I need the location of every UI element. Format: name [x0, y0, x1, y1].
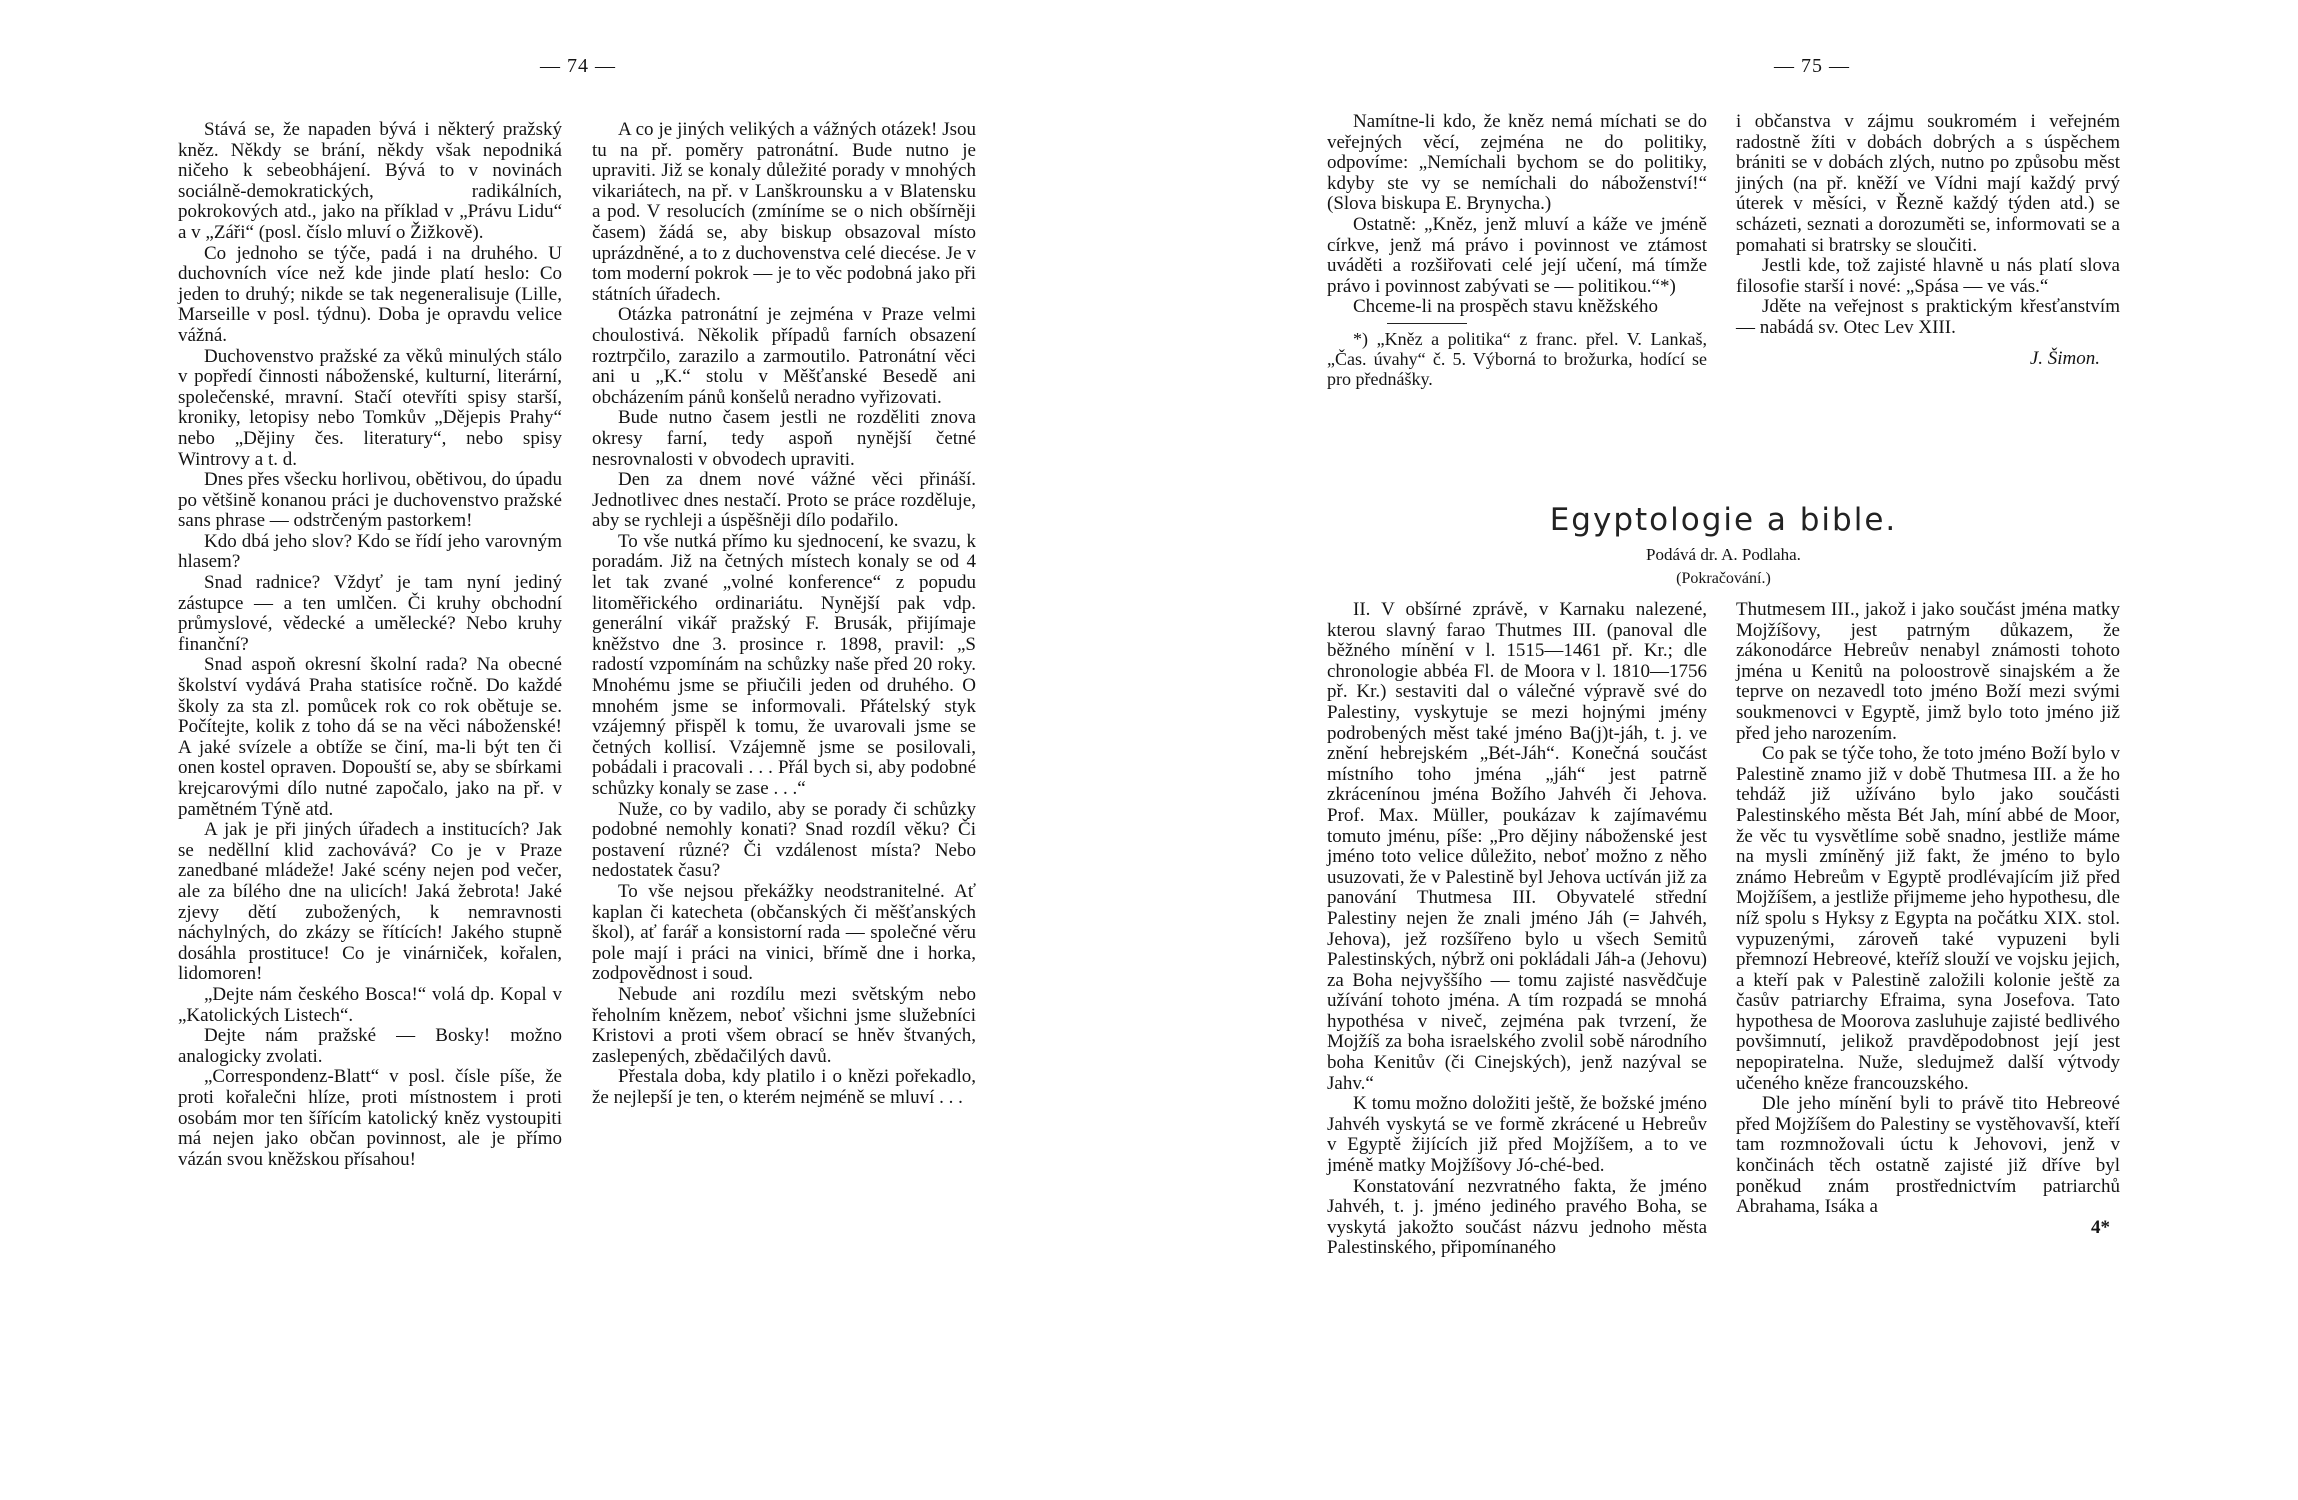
right-page-column-2-bottom: [1736, 600, 2120, 1238]
paragraph: Thutmesem III., jakož i jako součást jména matky Mojžíšovy, jest patrným důkazem, že zákonodárce Hebreův nenabyl známosti tohoto jména u Kenitů na poloostrově sinajském a že teprve on nezavedl toto jméno Boží mezi svými soukmenovci v Egyptě, jimž bylo toto jméno již před jeho narozením.: [1736, 599, 2120, 744]
page-number: — 74 —: [540, 55, 616, 77]
page-number: — 75 —: [1774, 55, 1850, 77]
paragraph: Nebude ani rozdílu mezi světským nebo řeholním knězem, neboť všichni jsme služebníci Kristovi a proti všem obrací se hněv štvaných, zaslepených, zbědačilých davů.: [592, 983, 976, 1067]
paragraph: Dnes přes všecku horlivou, obětivou, do úpadu po většině konanou práci je duchovenstvo pražské sans phrase — odstrčeným pastorkem!: [178, 469, 562, 532]
paragraph: To vše nutká přímo ku sjednocení, ke svazu, k poradám. Již na četných místech konaly se od 4 let tak zvané „volné konference“ z popudu litoměřického ordinariátu. Nynější pak vdp. generální vikář pražský F. Brusák, přijímaje kněžstvo dne 3. prosince r. 1898, pravil: „S radostí vzpomínám na schůzky naše před 20 roky. Mnohému jsme se přiučili jeden od druhého. O mnohém jsme se informovali. Přátelský styk vzájemný přispěl k tomu, že uvarovali jsme se četných kollisí. Vzájemně jsme se posilovali, pobádali i pracovali . . . Přál bych si, aby podobné schůzky konaly se zase . . .“: [592, 530, 976, 799]
paragraph: Stává se, že napaden bývá i některý pražský kněz. Někdy se brání, někdy však nepodniká ničeho k sebeobhájení. Bývá to v novinách sociálně-demokratických, radikálních, pokrokových atd., jako na příklad v „Právu Lidu“ a v „Záři“ (posl. číslo mluví o Žižkově).: [178, 119, 562, 243]
paragraph: Bude nutno časem jestli ne rozděliti znova okresy farní, tedy aspoň nynější četné nesrovnalosti v obvodech upraviti.: [592, 407, 976, 470]
paragraph: Den za dnem nové vážné věci přináší. Jednotlivec dnes nestačí. Proto se práce rozděluje, aby se rychleji a úspěšněji dílo podařilo.: [592, 469, 976, 532]
paragraph: Namítne-li kdo, že kněz nemá míchati se do veřejných věcí, zejména ne do politiky, odpovíme: „Nemíchali bychom se do politiky, kdyby ste vy se nemíchali do náboženství!“ (Slova biskupa E. Brynycha.): [1327, 111, 1707, 215]
paragraph: i občanstva v zájmu soukromém i veřejném radostně žíti v dobách dobrých a s úspěchem brániti se v dobách zlých, nutno po způsobu měst jiných (na př. kněží ve Vídni mají každý prvý úterek v měsíci, v Řezně každý týden atd.) se scházeti, seznati a dorozuměti se, informovati se a pomahati si bratrsky se sloučiti.: [1736, 111, 2120, 256]
page-75: [1149, 0, 2298, 1500]
paragraph: Konstatování nezvratného fakta, že jméno Jahvéh, t. j. jméno jediného pravého Boha, se vyskytá jakožto součást názvu jednoho města Palestinského, připomínaného: [1327, 1175, 1707, 1259]
paragraph: Snad aspoň okresní školní rada? Na obecné školství vydává Praha statisíce ročně. Do každé školy za sta zl. pomůcek rok co rok obětuje se. Počítejte, kolik z toho dá se na věci náboženské! A jaké svízele a obtíže se činí, ma-li být ten či onen kostel opraven. Dopouští se, aby se sbírkami krejcarovými dílo nutné započalo, jako na př. v pamětném Týně atd.: [178, 654, 562, 820]
article-continued-note: (Pokračování.): [1676, 570, 1771, 587]
footnote-rule: [1387, 323, 1467, 324]
paragraph: Jděte na veřejnost s praktickým křesťanstvím — nabádá sv. Otec Lev XIII.: [1736, 296, 2120, 338]
paragraph: A co je jiných velikých a vážných otázek! Jsou tu na př. poměry patronátní. Bude nutno je upraviti. Již se konaly důležité porady v mnohých vikariátech, na př. v Lanškrounsku a v Blatensku a pod. V resolucích (zmíníme se o nich obšírněji časem) žádá se, aby biskup obsazoval místo uprázdněné, a to z duchovenstva celé diecése. Je v tom moderní pokrok — je to věc podobná jako při státních úřadech.: [592, 119, 976, 305]
paragraph: II. V obšírné zprávě, v Karnaku nalezené, kterou slavný farao Thutmes III. (panoval dle běžného mínění v l. 1515—1461 př. Kr.; dle chronologie abbéa Fl. de Moora v l. 1810—1756 př. Kr.) sestaviti dal o válečné výpravě své do Palestiny, vyskytuje se mezi hojnými jmény podrobených měst také jméno Ba(j)t-jáh, t. j. ve znění hebrejském „Bét-Jáh“. Konečná součást místního toho jména „jáh“ jest patrně zkrácenínou jména Božího Jahvéh či Jehova. Prof. Max. Müller, poukázav k zajímavému tomuto jménu, píše: „Pro dějiny náboženské jest jméno toto velice důležito, neboť možno z něho usuzovati, že v Palestině byl Jehova uctíván již za panování Thutmesa III. Obyvatelé střední Palestiny nejen že znali jméno Jáh (= Jahvéh, Jehova), jež rozšířeno bylo u všech Semitů Palestinských, nýbrž oni pokládali Jáh-a (Jehovu) za Boha nejvyššího — tomu zajisté nasvědčuje užívání tohoto jména. A tím rozpadá se mnohá hypothésa v niveč, zejména pak tvrzení, že Mojžíš za boha israelského zvolil sobě národního boha Kenitův (či Cinejských), jenž nazýval se Jahv.“: [1327, 599, 1707, 1094]
paragraph: Přestala doba, kdy platilo i o knězi pořekadlo, že nejlepší je ten, o kterém nejméně se mluví . . .: [592, 1066, 976, 1108]
right-page-column-1-top: [1327, 112, 1707, 389]
article-title: Egyptologie a bible.: [1549, 502, 1898, 538]
paragraph: „Dejte nám českého Bosca!“ volá dp. Kopal v „Katolických Listech“.: [178, 983, 562, 1026]
footnote: *) „Kněz a politika“ z franc. přel. V. Lankaš, „Čas. úvahy“ č. 5. Výborná to brožurka, hodící se pro přednášky.: [1327, 328, 1707, 389]
paragraph: Otázka patronátní je zejména v Praze velmi choulostivá. Několik případů farních obsazení roztrpčilo, zarazilo a zarmoutilo. Patronátní věci ani u „K.“ stolu v Měšťanské Besedě ani obcházením pánů konšelů neradno vyřizovati.: [592, 304, 976, 408]
paragraph: Jestli kde, tož zajisté hlavně u nás platí slova filosofie starší i nové: „Spása — ve vás.“: [1736, 255, 2120, 297]
article-author: Podává dr. A. Podlaha.: [1646, 545, 1801, 564]
paragraph: Snad radnice? Vždyť je tam nyní jediný zástupce — a ten umlčen. Či kruhy obchodní průmyslové, vědecké a umělecké? Nebo kruhy finanční?: [178, 572, 562, 655]
paragraph: Co jednoho se týče, padá i na druhého. U duchovních více než kde jinde platí heslo: Co jeden to druhý; nikde se tak negeneralisuje (Lille, Marseille v posl. týdnu). Doba je opravdu velice vážná.: [178, 242, 562, 346]
paragraph: Duchovenstvo pražské za věků minulých stálo v popředí činnosti náboženské, kulturní, literární, společenské, mravní. Stačí otevříti spisy starší, kroniky, letopisy nebo Tomkův „Dějepis Prahy“ nebo „Dějiny čes. literatury“, nebo spisy Wintrovy a t. d.: [178, 345, 562, 470]
paragraph: „Correspondenz-Blatt“ v posl. čísle píše, že proti kořalečni hlíze, proti místnostem i proti osobám mor ten šířícím katolický kněz vystoupiti má nejen jako občan povinnost, ale je přímo vázán svou kněžskou přísahou!: [178, 1066, 562, 1170]
paragraph: A jak je při jiných úřadech a institucích? Jak se neděllní klid zachovává? Co je v Praze zanedbané mládeže! Jaké scény nejen pod večer, ale za bílého dne na ulicích! Jaká žebrota! Jaké zjevy dětí zubožených, k nemravnosti náchylných, do zkázy se řítících! Jakého stupně dosáhla prostituce! Co je vinárniček, kořalen, lidomoren!: [178, 819, 562, 985]
paragraph: Nuže, co by vadilo, aby se porady či schůzky podobné nemohly konati? Snad rozdíl věku? Či postavení různé? Či vzdálenost místa? Nebo nedostatek času?: [592, 798, 976, 882]
paragraph: Co pak se týče toho, že toto jméno Boží bylo v Palestině znamo již v době Thutmesa III. a že ho tehdáž již užíváno bylo jako součásti Palestinského města Bét Jah, míní abbé de Moor, že věc tu vysvětlíme sobě snadno, jestliže máme na mysli zmíněný již fakt, že jméno to bylo známo Hebreům v Egyptě prodlévajícím již před Mojžíšem, a jestliže přijmeme jeho hypothesu, dle níž spolu s Hyksy z Egypta na počátku XIX. stol. vypuzenými, zároveň také vypuzeni byli přemnozí Hebreové, kteříž slouží ve vojsku jejich, a kteří pak v Palestině založili kolonie ještě za časův patriarchy Efraima, syna Josefova. Tato hypothesa de Moorova zasluhuje zajisté bedlivého povšimnutí, jelikož pravděpodobnost její jest nepopiratelna. Nuže, sledujmež další výtvody učeného kněze francouzského.: [1736, 743, 2120, 1094]
paragraph: Ostatně: „Kněz, jenž mluví a káže ve jméně církve, jenž má právo i povinnost ve ztámost uváděti a rozšiřovati celé její učení, má tímže právo i povinnost zabývati se — politikou.“*): [1327, 213, 1707, 297]
right-page-column-1-bottom: [1327, 600, 1707, 1259]
paragraph: To vše nejsou překážky neodstranitelné. Ať kaplan či katecheta (občanských či měšťanských škol), ať farář a konsistorní rada — společné věru pole mají i práci na vinici, břímě dne i horka, zodpovědnost i soud.: [592, 880, 976, 985]
paragraph: Kdo dbá jeho slov? Kdo se řídí jeho varovným hlasem?: [178, 530, 562, 573]
paragraph: Dejte nám pražské — Bosky! možno analogicky zvolati.: [178, 1025, 562, 1067]
left-page-column-2: [592, 120, 976, 1109]
signature: J. Šimon.: [2029, 347, 2100, 369]
paragraph: Dle jeho mínění byli to právě tito Hebreové před Mojžíšem do Palestiny se vystěhovavší, kteří tam rozmnožovali úctu k Jehovovi, jenž v končinách těch ostatně zajisté již dříve byl poněkud znám prostřednictvím patriarchů Abrahama, Isáka a: [1736, 1093, 2120, 1218]
left-page-column-1: [178, 120, 562, 1170]
right-page-column-2-top: [1736, 112, 2120, 369]
signature-mark: 4*: [2091, 1216, 2110, 1238]
paragraph: Chceme-li na prospěch stavu kněžského: [1353, 296, 1658, 318]
paragraph: K tomu možno doložiti ještě, že božské jméno Jahvéh vyskytá se ve formě zkrácené u Hebreův v Egyptě žijících již před Mojžíšem, a to ve jméně matky Mojžíšovy Jó-ché-bed.: [1327, 1093, 1707, 1177]
